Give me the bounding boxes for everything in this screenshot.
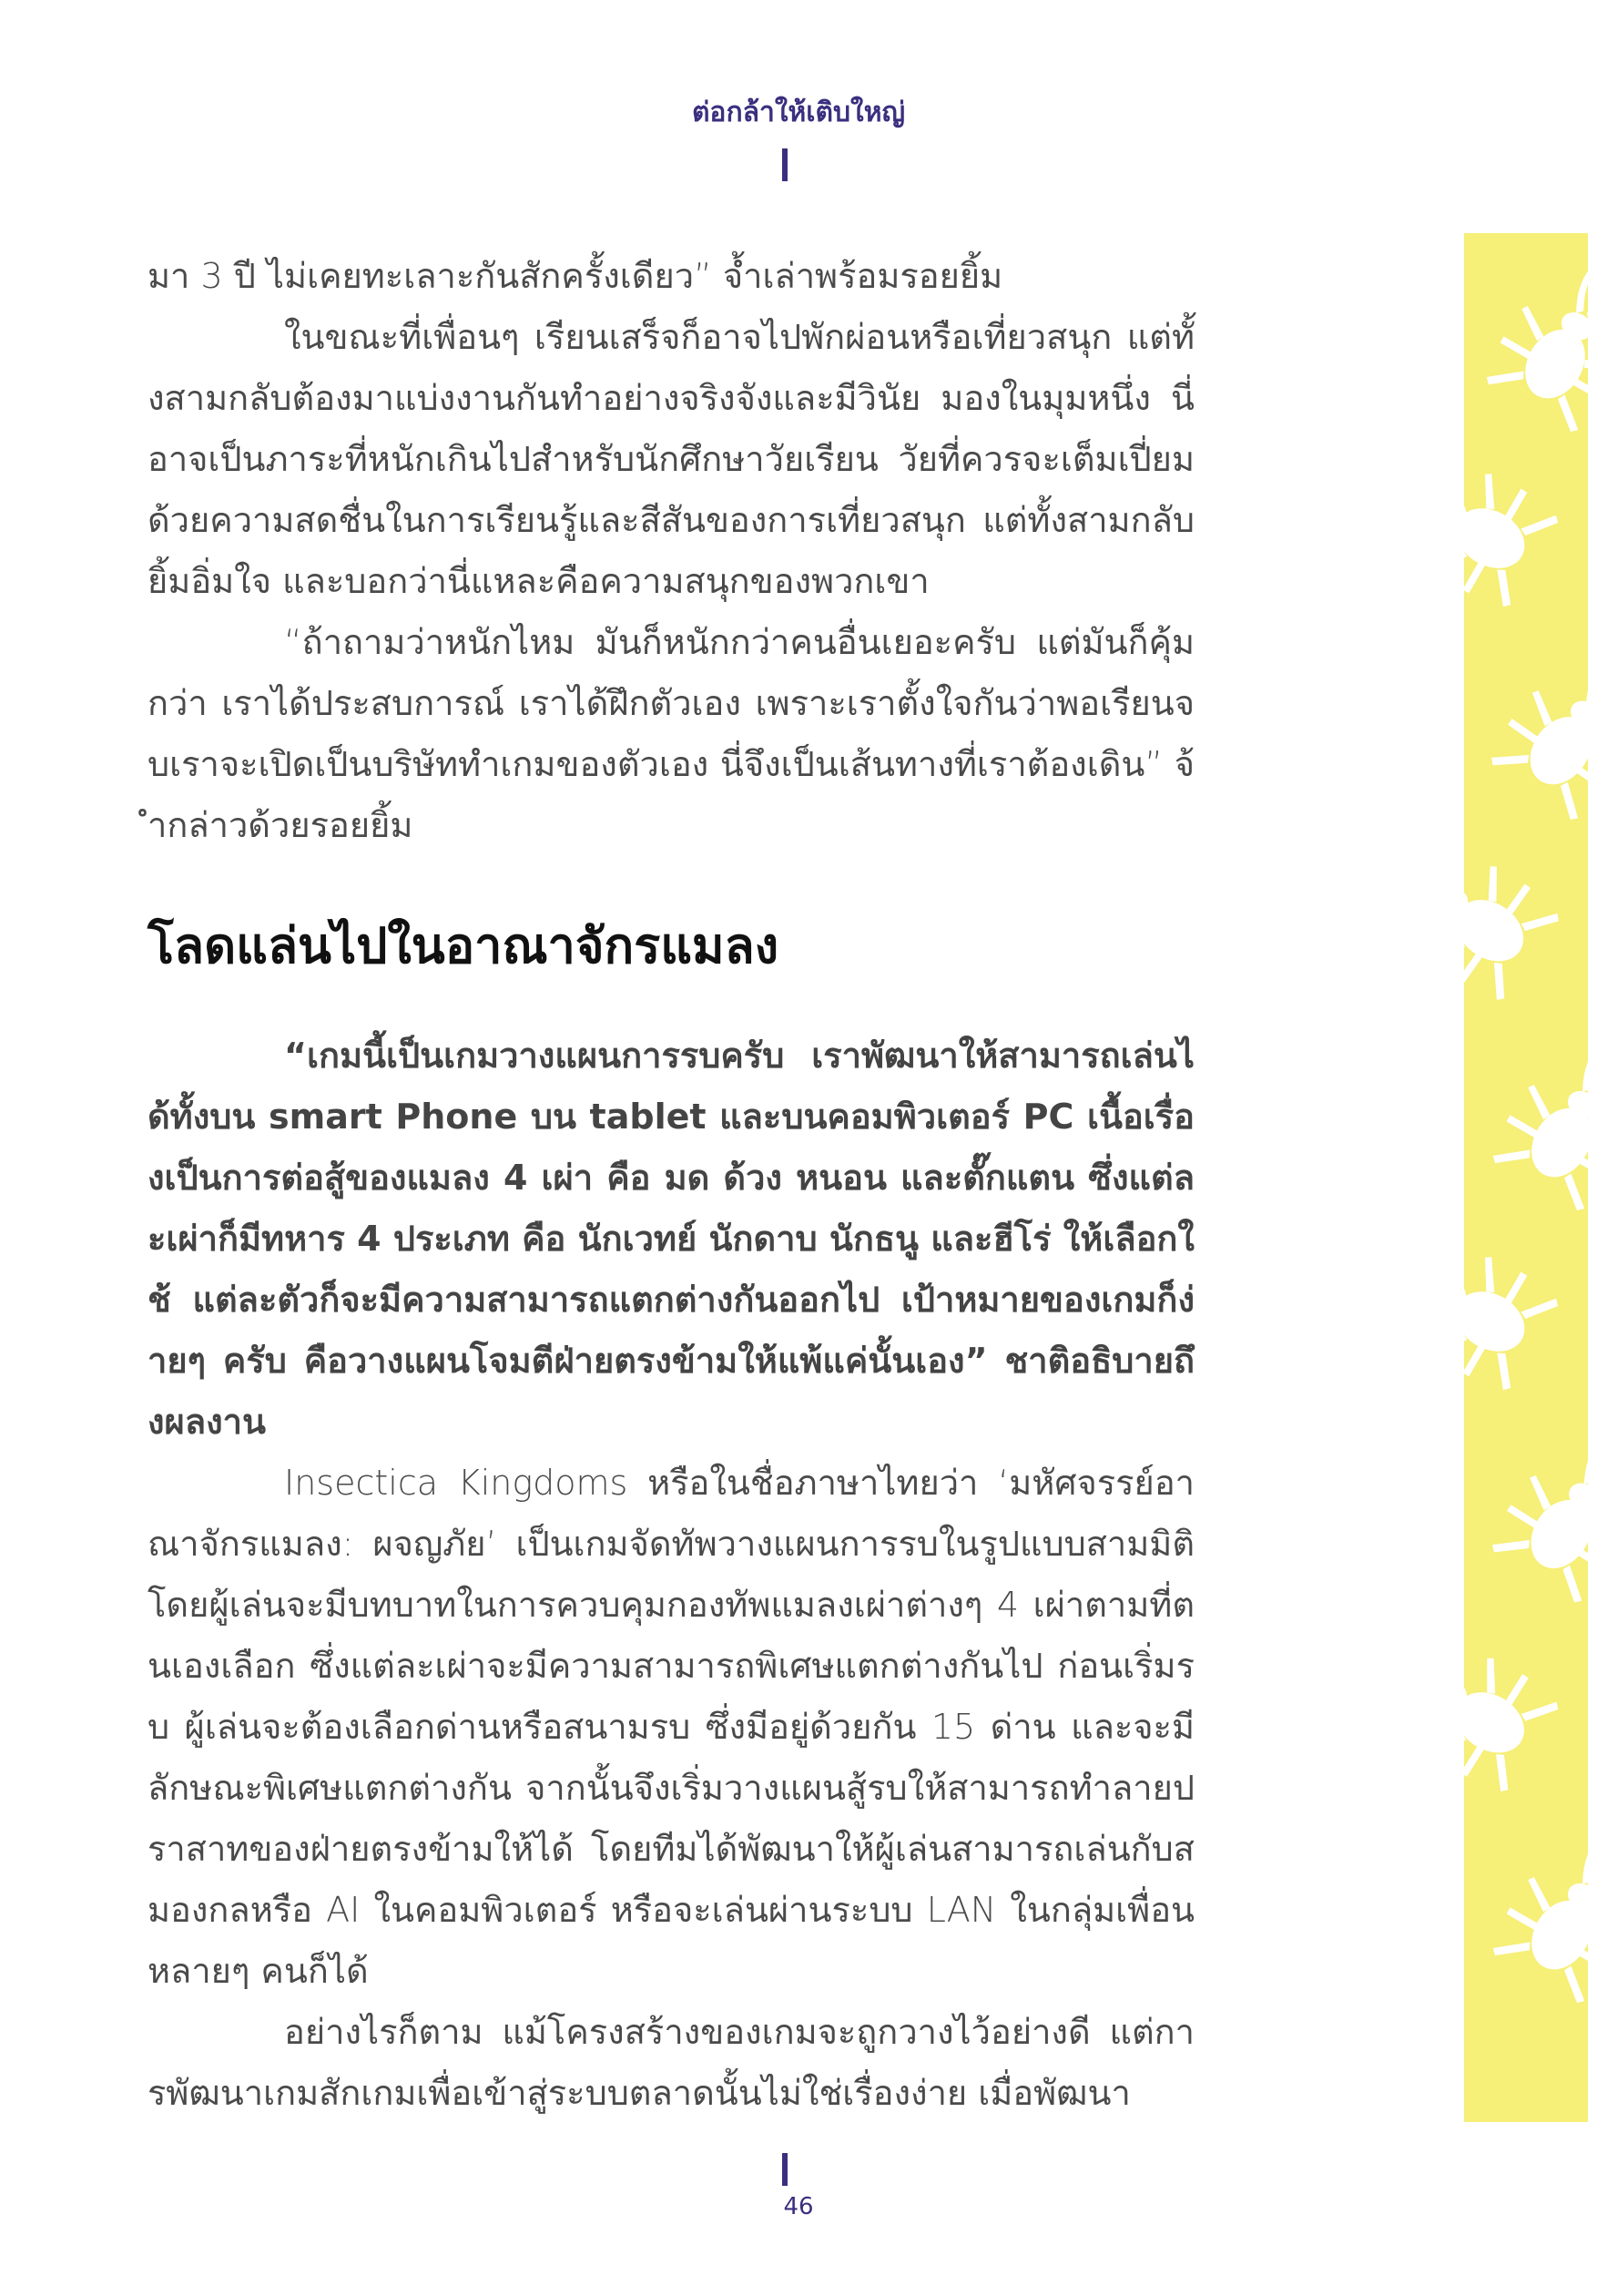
paragraph: “ถ้าถามว่าหนักไหม มันก็หนักกว่าคนอื่นเยอะครับ แต่มันก็คุ้มกว่า เราได้ประสบการณ์ เราได้ฝึกตัวเอง เพราะเราตั้งใจกันว่าพอเรียนจบเราจะเปิดเป็นบริษัททำเกมของตัวเอง นี่จึงเป็นเส้นทางที่เราต้องเดิน” จ้ำกล่าวด้วยรอยยิ้ม xyxy=(147,622,1195,845)
bold-quote-paragraph: “เกมนี้เป็นเกมวางแผนการรบครับ เราพัฒนาให้สามารถเล่นได้ทั้งบน smart Phone บน tablet และบนคอมพิวเตอร์ PC เนื้อเรื่องเป็นการต่อสู้ของแมลง 4 เผ่า คือ มด ด้วง หนอน และตั๊กแตน ซึ่งแต่ละเผ่าก็มีทหาร 4 ประเภท คือ นักเวทย์ นักดาบ นักธนู และฮีโร่ ให้เลือกใช้ แต่ละตัวก็จะมีความสามารถแตกต่างกันออกไป เป้าหมายของเกมก็ง่ายๆ ครับ คือวางแผนโจมตีฝ่ายตรงข้ามให้แพ้แค่นั้นเอง” ชาติอธิบายถึงผลงาน xyxy=(147,1036,1195,1442)
header-rule xyxy=(782,148,788,181)
paragraph: ในขณะที่เพื่อนๆ เรียนเสร็จก็อาจไปพักผ่อนหรือเที่ยวสนุก แต่ทั้งสามกลับต้องมาแบ่งงานกันทำอย่างจริงจังและมีวินัย มองในมุมหนึ่ง นี่อาจเป็นภาระที่หนักเกินไปสำหรับนักศึกษาวัยเรียน วัยที่ควรจะเต็มเปี่ยมด้วยความสดชื่นในการเรียนรู้และสีสันของการเที่ยวสนุก แต่ทั้งสามกลับยิ้มอิ่มใจ และบอกว่านี่แหละคือความสนุกของพวกเขา xyxy=(147,317,1195,601)
side-strip xyxy=(1464,233,1588,2122)
article-body xyxy=(147,246,1195,2124)
footer-rule xyxy=(782,2153,788,2186)
paragraph: มา 3 ปี ไม่เคยทะเลาะกันสักครั้งเดียว” จ้ำเล่าพร้อมรอยยิ้ม xyxy=(147,256,1003,296)
beetle-silhouette-icon xyxy=(1464,233,1588,2122)
paragraph: อย่างไรก็ตาม แม้โครงสร้างของเกมจะถูกวางไว้อย่างดี แต่การพัฒนาเกมสักเกมเพื่อเข้าสู่ระบบตลาดนั้นไม่ใช่เรื่องง่าย เมื่อพัฒนา xyxy=(147,2012,1195,2113)
running-header: ต่อกล้าให้เติบใหญ่ xyxy=(691,97,906,128)
section-heading: โลดแล่นไปในอาณาจักรแมลง xyxy=(147,917,779,975)
page-number: 46 xyxy=(783,2193,814,2220)
paragraph: Insectica Kingdoms หรือในชื่อภาษาไทยว่า ‘มหัศจรรย์อาณาจักรแมลง: ผจญภัย’ เป็นเกมจัดทัพวางแผนการรบในรูปแบบสามมิติ โดยผู้เล่นจะมีบทบาทในการควบคุมกองทัพแมลงเผ่าต่างๆ 4 เผ่าตามที่ตนเองเลือก ซึ่งแต่ละเผ่าจะมีความสามารถพิเศษแตกต่างกันไป ก่อนเริ่มรบ ผู้เล่นจะต้องเลือกด่านหรือสนามรบ ซึ่งมีอยู่ด้วยกัน 15 ด่าน และจะมีลักษณะพิเศษแตกต่างกัน จากนั้นจึงเริ่มวางแผนสู้รบให้สามารถทำลายปราสาทของฝ่ายตรงข้ามให้ได้ โดยทีมได้พัฒนาให้ผู้เล่นสามารถเล่นกับสมองกลหรือ AI ในคอมพิวเตอร์ หรือจะเล่นผ่านระบบ LAN ในกลุ่มเพื่อนหลายๆ คนก็ได้ xyxy=(147,1463,1195,1991)
